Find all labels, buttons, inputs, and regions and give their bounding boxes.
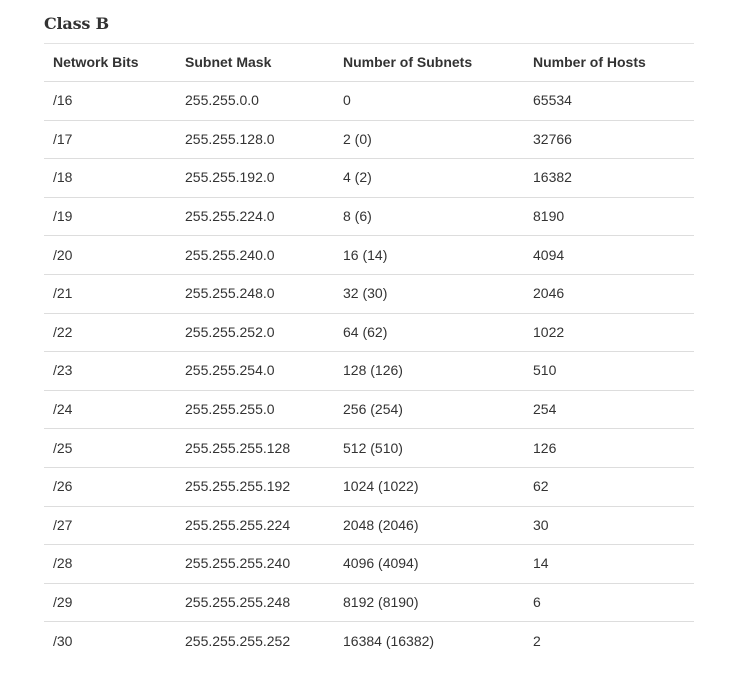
table-row — [44, 120, 694, 159]
table-row — [44, 390, 694, 429]
network-bits-cell: /28 — [44, 545, 176, 584]
table-row — [44, 506, 694, 545]
number-of-hosts-cell: 2046 — [524, 274, 694, 313]
number-of-subnets-cell: 1024 (1022) — [334, 467, 524, 506]
network-bits-cell: /26 — [44, 467, 176, 506]
network-bits-cell: /24 — [44, 390, 176, 429]
table-row — [44, 545, 694, 584]
number-of-subnets-cell: 16384 (16382) — [334, 622, 524, 660]
number-of-hosts-cell: 8190 — [524, 197, 694, 236]
number-of-hosts-cell: 4094 — [524, 236, 694, 275]
subnet-mask-cell: 255.255.255.240 — [176, 545, 334, 584]
network-bits-cell: /21 — [44, 274, 176, 313]
column-header-network-bits: Network Bits — [44, 44, 176, 82]
number-of-subnets-cell: 4 (2) — [334, 159, 524, 198]
network-bits-cell: /27 — [44, 506, 176, 545]
column-header-number-of-hosts: Number of Hosts — [524, 44, 694, 82]
column-header-subnet-mask: Subnet Mask — [176, 44, 334, 82]
network-bits-cell: /29 — [44, 583, 176, 622]
network-bits-cell: /18 — [44, 159, 176, 198]
table-row — [44, 583, 694, 622]
number-of-hosts-cell: 32766 — [524, 120, 694, 159]
number-of-hosts-cell: 126 — [524, 429, 694, 468]
table-row — [44, 197, 694, 236]
subnet-mask-cell: 255.255.255.248 — [176, 583, 334, 622]
subnet-mask-cell: 255.255.224.0 — [176, 197, 334, 236]
network-bits-cell: /17 — [44, 120, 176, 159]
number-of-hosts-cell: 6 — [524, 583, 694, 622]
table-row — [44, 467, 694, 506]
number-of-subnets-cell: 8 (6) — [334, 197, 524, 236]
table-row — [44, 236, 694, 275]
number-of-subnets-cell: 512 (510) — [334, 429, 524, 468]
number-of-hosts-cell: 510 — [524, 352, 694, 391]
subnet-mask-cell: 255.255.240.0 — [176, 236, 334, 275]
subnet-mask-cell: 255.255.128.0 — [176, 120, 334, 159]
network-bits-cell: /30 — [44, 622, 176, 660]
table-row — [44, 429, 694, 468]
number-of-hosts-cell: 30 — [524, 506, 694, 545]
table-row — [44, 313, 694, 352]
table-row — [44, 82, 694, 121]
network-bits-cell: /23 — [44, 352, 176, 391]
number-of-hosts-cell: 14 — [524, 545, 694, 584]
table-row — [44, 159, 694, 198]
network-bits-cell: /22 — [44, 313, 176, 352]
number-of-subnets-cell: 16 (14) — [334, 236, 524, 275]
subnet-mask-cell: 255.255.255.128 — [176, 429, 334, 468]
network-bits-cell: /16 — [44, 82, 176, 121]
table-header-row — [44, 44, 694, 82]
subnet-table — [44, 43, 694, 660]
number-of-hosts-cell: 254 — [524, 390, 694, 429]
class-b-section — [44, 12, 694, 660]
subnet-mask-cell: 255.255.248.0 — [176, 274, 334, 313]
number-of-hosts-cell: 1022 — [524, 313, 694, 352]
network-bits-cell: /19 — [44, 197, 176, 236]
number-of-hosts-cell: 65534 — [524, 82, 694, 121]
subnet-mask-cell: 255.255.0.0 — [176, 82, 334, 121]
table-row — [44, 274, 694, 313]
number-of-subnets-cell: 256 (254) — [334, 390, 524, 429]
table-row — [44, 352, 694, 391]
number-of-subnets-cell: 0 — [334, 82, 524, 121]
number-of-subnets-cell: 64 (62) — [334, 313, 524, 352]
table-row — [44, 622, 694, 660]
number-of-hosts-cell: 62 — [524, 467, 694, 506]
subnet-mask-cell: 255.255.255.252 — [176, 622, 334, 660]
network-bits-cell: /20 — [44, 236, 176, 275]
number-of-subnets-cell: 2048 (2046) — [334, 506, 524, 545]
number-of-subnets-cell: 2 (0) — [334, 120, 524, 159]
number-of-subnets-cell: 128 (126) — [334, 352, 524, 391]
subnet-mask-cell: 255.255.255.192 — [176, 467, 334, 506]
number-of-hosts-cell: 2 — [524, 622, 694, 660]
subnet-mask-cell: 255.255.252.0 — [176, 313, 334, 352]
subnet-mask-cell: 255.255.192.0 — [176, 159, 334, 198]
number-of-subnets-cell: 8192 (8190) — [334, 583, 524, 622]
subnet-mask-cell: 255.255.254.0 — [176, 352, 334, 391]
network-bits-cell: /25 — [44, 429, 176, 468]
table-title: Class B — [44, 14, 109, 33]
subnet-mask-cell: 255.255.255.224 — [176, 506, 334, 545]
column-header-number-of-subnets: Number of Subnets — [334, 44, 524, 82]
number-of-hosts-cell: 16382 — [524, 159, 694, 198]
number-of-subnets-cell: 4096 (4094) — [334, 545, 524, 584]
subnet-mask-cell: 255.255.255.0 — [176, 390, 334, 429]
number-of-subnets-cell: 32 (30) — [334, 274, 524, 313]
